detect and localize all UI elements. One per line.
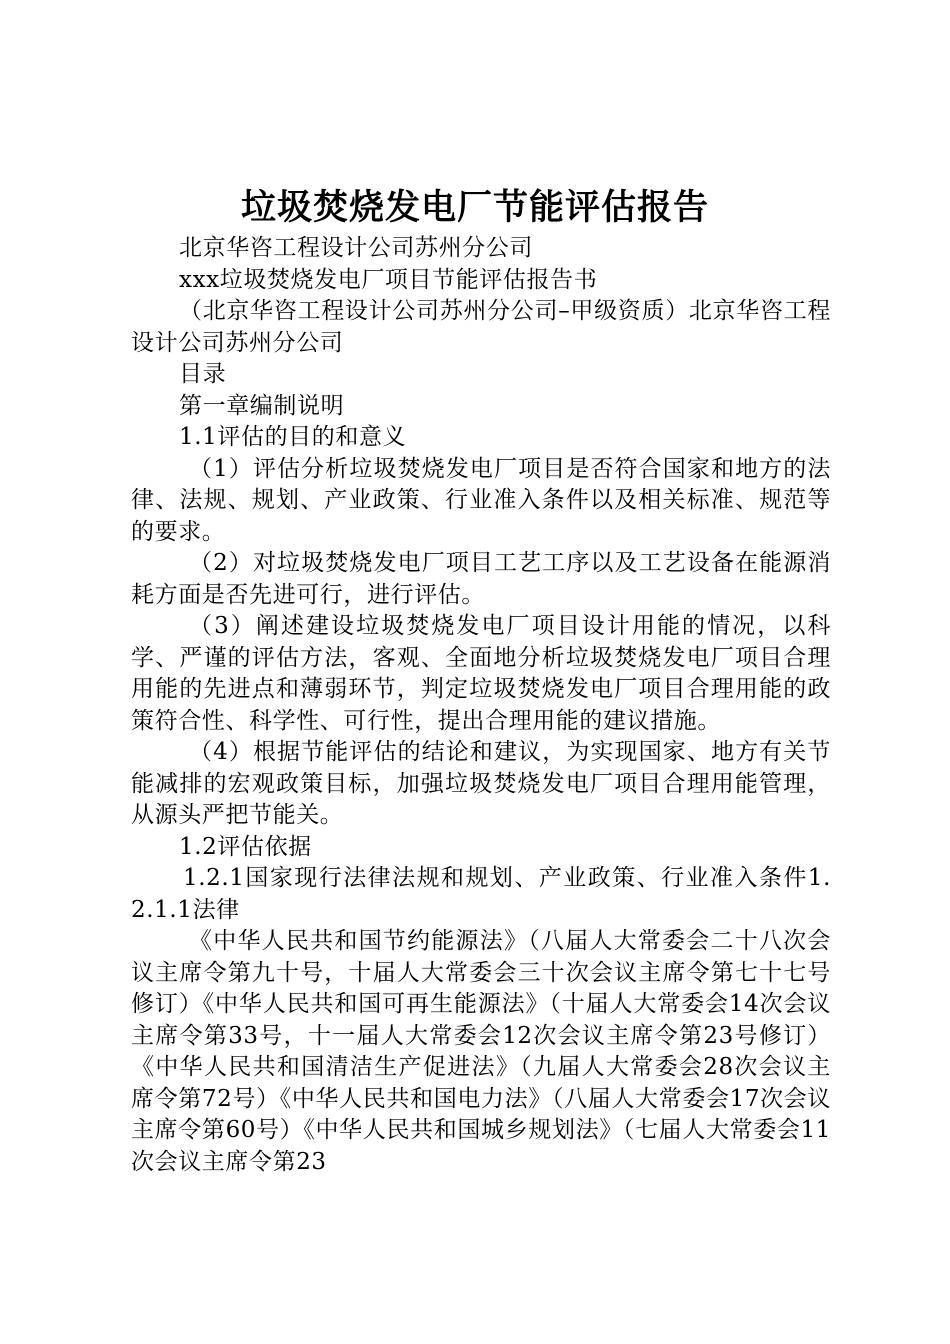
company-name: 北京华咨工程设计公司苏州分公司	[179, 235, 533, 261]
paragraph: （4）根据节能评估的结论和建议，为实现国家、地方有关节能减排的宏观政策目标，加强垃圾焚烧发电厂项目合理用能管理，从源头严把节能关。	[131, 739, 831, 828]
report-subtitle: xxx垃圾焚烧发电厂项目节能评估报告书	[179, 266, 598, 293]
paragraph: （2）对垃圾焚烧发电厂项目工艺工序以及工艺设备在能源消耗方面是否先进可行，进行评估。	[131, 550, 831, 608]
toc-heading: 目录	[179, 361, 227, 387]
qualification-line: （北京华咨工程设计公司苏州分公司–甲级资质）北京华咨工程设计公司苏州分公司	[131, 298, 831, 356]
subsection-heading: 1.2.1国家现行法律法规和规划、产业政策、行业准入条件1.2.1.1法律	[131, 865, 831, 923]
paragraph: （3）阐述建设垃圾焚烧发电厂项目设计用能的情况，以科学、严谨的评估方法，客观、全面地分析垃圾焚烧发电厂项目合理用能的先进点和薄弱环节，判定垃圾焚烧发电厂项目合理用能的政策符合性、科学性、可行性，提出合理用能的建议措施。	[131, 613, 831, 734]
document-title: 垃圾焚烧发电厂节能评估报告	[240, 188, 709, 228]
paragraph: 《中华人民共和国节约能源法》（八届人大常委会二十八次会议主席令第九十号，十届人大常委会三十次会议主席令第七十七号修订）《中华人民共和国可再生能源法》（十届人大常委会14次会议主席令第33号，十一届人大常委会12次会议主席令第23号修订）《中华人民共和国清洁生产促进法》（九届人大常委会28次会议主席令第72号）《中华人民共和国电力法》（八届人大常委会17次会议主席令第60号）《中华人民共和国城乡规划法》（七届人大常委会11次会议主席令第23	[131, 928, 831, 1175]
section-heading: 1.2评估依据	[179, 833, 312, 860]
document-body	[131, 233, 831, 1178]
chapter-heading: 第一章编制说明	[179, 392, 345, 419]
section-heading: 1.1评估的目的和意义	[179, 424, 407, 450]
paragraph: （1）评估分析垃圾焚烧发电厂项目是否符合国家和地方的法律、法规、规划、产业政策、行业准入条件以及相关标准、规范等的要求。	[131, 455, 831, 545]
